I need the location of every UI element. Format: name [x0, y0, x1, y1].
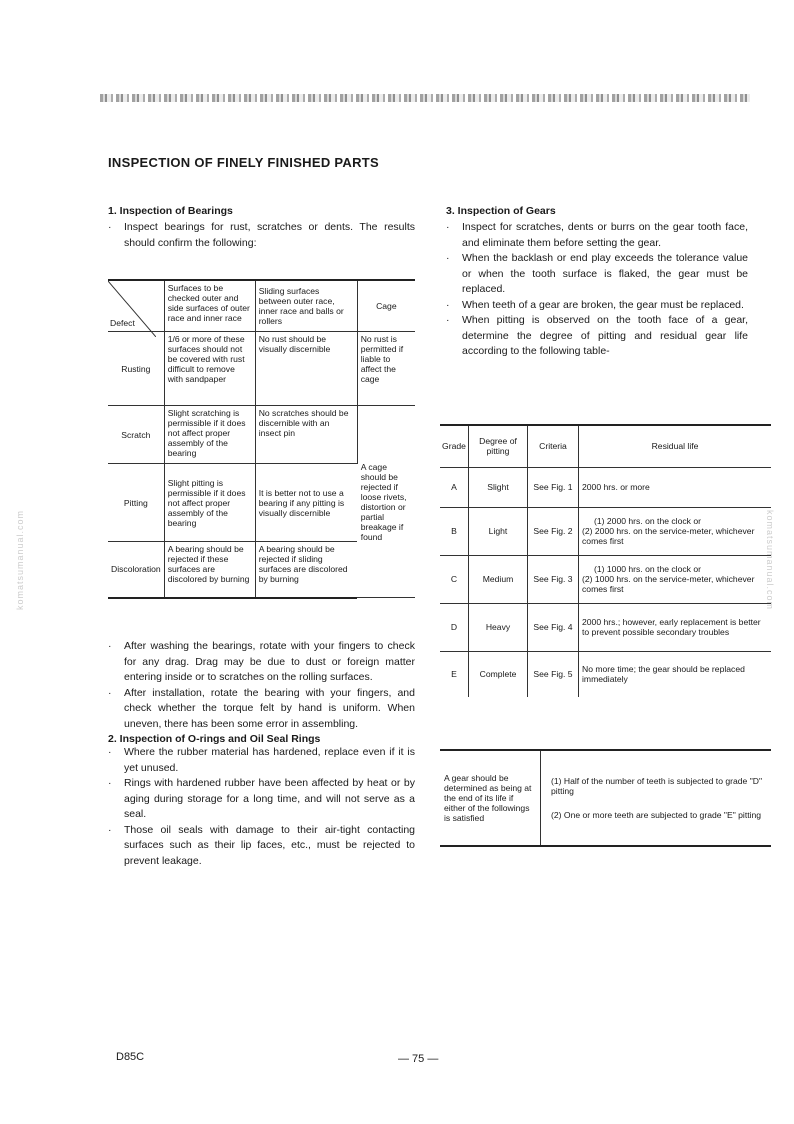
degree-cell: Medium: [469, 555, 528, 603]
grade-cell: B: [440, 507, 469, 555]
grade-cell: A: [440, 467, 469, 507]
bullet-text: When the backlash or end play exceeds the tolerance value or when the tooth surface is flaked, the gear must be replaced.: [462, 252, 748, 295]
degree-cell: Slight: [469, 467, 528, 507]
bullet-text: Those oil seals with damage to their air-tight contacting surfaces such as their lip faces, etc., must be rejected to prevent leakage.: [124, 823, 415, 867]
table-row: [440, 507, 771, 555]
table-cell: No rust should be visually discernible: [255, 332, 357, 406]
bullet-text: After washing the bearings, rotate with your fingers to check for any drag. Drag may be due to dust or foreign matter entering inside or to scratches on the rolling surfaces.: [124, 640, 415, 683]
bullet-item: · When pitting is observed on the tooth face of a gear, determine the degree of pitting and residual gear life according to the following table-: [446, 314, 748, 357]
table-cell: Slight pitting is permissible if it does not affect proper assembly of the bearing: [164, 464, 255, 542]
life-cell: [579, 555, 772, 603]
table-cell: 1/6 or more of these surfaces should not be covered with rust difficult to remove with sandpaper: [164, 332, 255, 406]
criteria-cell: See Fig. 1: [528, 467, 579, 507]
life-cell: [579, 651, 772, 697]
table-header-row: [440, 425, 771, 467]
row-label: Rusting: [108, 332, 164, 406]
life-text: No more time; the gear should be replaced immediately: [582, 664, 745, 685]
criteria-cell: See Fig. 3: [528, 555, 579, 603]
bullet-text: Rings with hardened rubber have been affected by heat or by aging during storage for a long time, and will not serve as a seal.: [124, 777, 415, 820]
bullet-text: When teeth of a gear are broken, the gear must be replaced.: [462, 298, 744, 311]
row-label: Pitting: [108, 464, 164, 542]
table-cell: No rust is permitted if liable to affect the cage: [357, 332, 415, 406]
criteria-cell: See Fig. 4: [528, 603, 579, 651]
bullet-item: · After washing the bearings, rotate with your fingers to check for any drag. Drag may be due to dust or foreign matter entering inside or to scratches on the rolling surfaces.: [108, 640, 415, 683]
criteria-cell: See Fig. 2: [528, 507, 579, 555]
bullet-item: · Inspect for scratches, dents or burrs on the gear tooth face, and eliminate them before setting the gear.: [446, 221, 748, 249]
header-cell: Sliding surfaces between outer race, inner race and balls or rollers: [255, 280, 357, 332]
life-cell: [579, 603, 772, 651]
criteria-item: (1) Half of the number of teeth is subjected to grade "D" pitting: [551, 776, 763, 796]
row-label: Scratch: [108, 406, 164, 464]
table-cell: A bearing should be rejected if these surfaces are discolored by burning: [164, 542, 255, 598]
life-text: (1) 1000 hrs. on the clock or: [594, 564, 701, 574]
diagonal-line: [108, 281, 156, 337]
life-text: 2000 hrs.; however, early replacement is better to prevent possible secondary troubles: [582, 617, 761, 637]
header-cell: Surfaces to be checked outer and side surfaces of outer race and inner race: [164, 280, 255, 332]
table-cell: No scratches should be discernible with an insect pin: [255, 406, 357, 464]
watermark-left: komatsumanual.com: [15, 509, 26, 611]
bullet-item: · When teeth of a gear are broken, the gear must be replaced.: [446, 298, 744, 311]
defect-label: Defect: [110, 318, 135, 328]
degree-cell: Heavy: [469, 603, 528, 651]
grade-cell: C: [440, 555, 469, 603]
table-row: [108, 332, 415, 406]
watermark-right: komatsumanual.com: [765, 509, 776, 611]
bearing-table: [108, 279, 415, 599]
bullet-item: · Those oil seals with damage to their air-tight contacting surfaces such as their lip faces, etc., must be rejected to prevent leakage.: [108, 823, 415, 867]
gear-pitting-table: [440, 424, 771, 697]
header-cell: Degree of pitting: [469, 425, 528, 467]
bullet-item: · Where the rubber material has hardened, replace even if it is yet unused.: [108, 746, 415, 774]
bullet-text: When pitting is observed on the tooth face of a gear, determine the degree of pitting and residual gear life according to the following table-: [462, 314, 748, 357]
bullet-text: Inspect for scratches, dents or burrs on the gear tooth face, and eliminate them before setting the gear.: [462, 221, 748, 249]
section-heading: 1. Inspection of Bearings: [108, 205, 233, 217]
bullet-item: · Inspect bearings for rust, scratches or dents. The results should confirm the following:: [108, 221, 415, 249]
table-row: [440, 603, 771, 651]
table-row: [440, 467, 771, 507]
table-cell: A bearing should be rejected if sliding surfaces are discolored by burning: [255, 542, 357, 598]
gear-end-of-life-table: [440, 749, 771, 847]
criteria-cell: See Fig. 5: [528, 651, 579, 697]
life-cell: [579, 467, 772, 507]
bullet-item: · After installation, rotate the bearing with your fingers, and check whether the torque felt by hand is uniform. When uneven, there has been some error in assembling.: [108, 686, 415, 730]
bullet-item: · When the backlash or end play exceeds the tolerance value or when the tooth surface is flaked, the gear must be replaced.: [446, 252, 748, 295]
life-text: 2000 hrs. or more: [582, 482, 650, 492]
table-row: [440, 750, 771, 846]
diagonal-header-cell: [108, 280, 164, 332]
life-cell: [579, 507, 772, 555]
bullet-text: After installation, rotate the bearing with your fingers, and check whether the torque felt by hand is uniform. When uneven, there has been some error in assembling.: [124, 686, 415, 730]
degree-cell: Complete: [469, 651, 528, 697]
cage-merged-cell: A cage should be rejected if loose rivets, distortion or partial breakage if found: [357, 406, 415, 598]
table-header-row: [108, 280, 415, 332]
table-row: [108, 406, 415, 464]
end-life-condition: A gear should be determined as being at the end of its life if either of the followings is satisfied: [440, 750, 541, 846]
scan-noise-band: [100, 94, 750, 102]
bullet-item: · Rings with hardened rubber have been affected by heat or by aging during storage for a long time, and will not serve as a seal.: [108, 777, 415, 820]
header-cell: Grade: [440, 425, 469, 467]
life-text: (2) 1000 hrs. on the service-meter, whichever comes first: [582, 574, 755, 594]
degree-cell: Light: [469, 507, 528, 555]
table-row: [440, 651, 771, 697]
bullet-text: Inspect bearings for rust, scratches or dents. The results should confirm the following:: [124, 221, 415, 249]
life-text: (2) 2000 hrs. on the service-meter, whichever comes first: [582, 526, 755, 546]
end-life-criteria: [541, 750, 772, 846]
bearing-notes: [108, 639, 415, 869]
table-row: [440, 555, 771, 603]
table-cell: Slight scratching is permissible if it does not affect proper assembly of the bearing: [164, 406, 255, 464]
section-bearings: [108, 205, 415, 251]
header-cell: Cage: [357, 280, 415, 332]
section-heading: 3. Inspection of Gears: [446, 205, 556, 217]
life-text: (1) 2000 hrs. on the clock or: [594, 516, 701, 526]
bullet-text: Where the rubber material has hardened, replace even if it is yet unused.: [124, 746, 415, 774]
header-cell: Residual life: [579, 425, 772, 467]
section-heading: 2. Inspection of O-rings and Oil Seal Rings: [108, 733, 321, 745]
grade-cell: E: [440, 651, 469, 697]
footer-model: D85C: [116, 1051, 145, 1063]
section-gears: [446, 205, 748, 360]
header-cell: Criteria: [528, 425, 579, 467]
criteria-item: (2) One or more teeth are subjected to grade "E" pitting: [551, 810, 762, 820]
page-title: INSPECTION OF FINELY FINISHED PARTS: [108, 155, 380, 170]
table-cell: It is better not to use a bearing if any pitting is visually discernible: [255, 464, 357, 542]
grade-cell: D: [440, 603, 469, 651]
page-number: — 75 —: [398, 1053, 439, 1065]
row-label: Discoloration: [108, 542, 164, 598]
